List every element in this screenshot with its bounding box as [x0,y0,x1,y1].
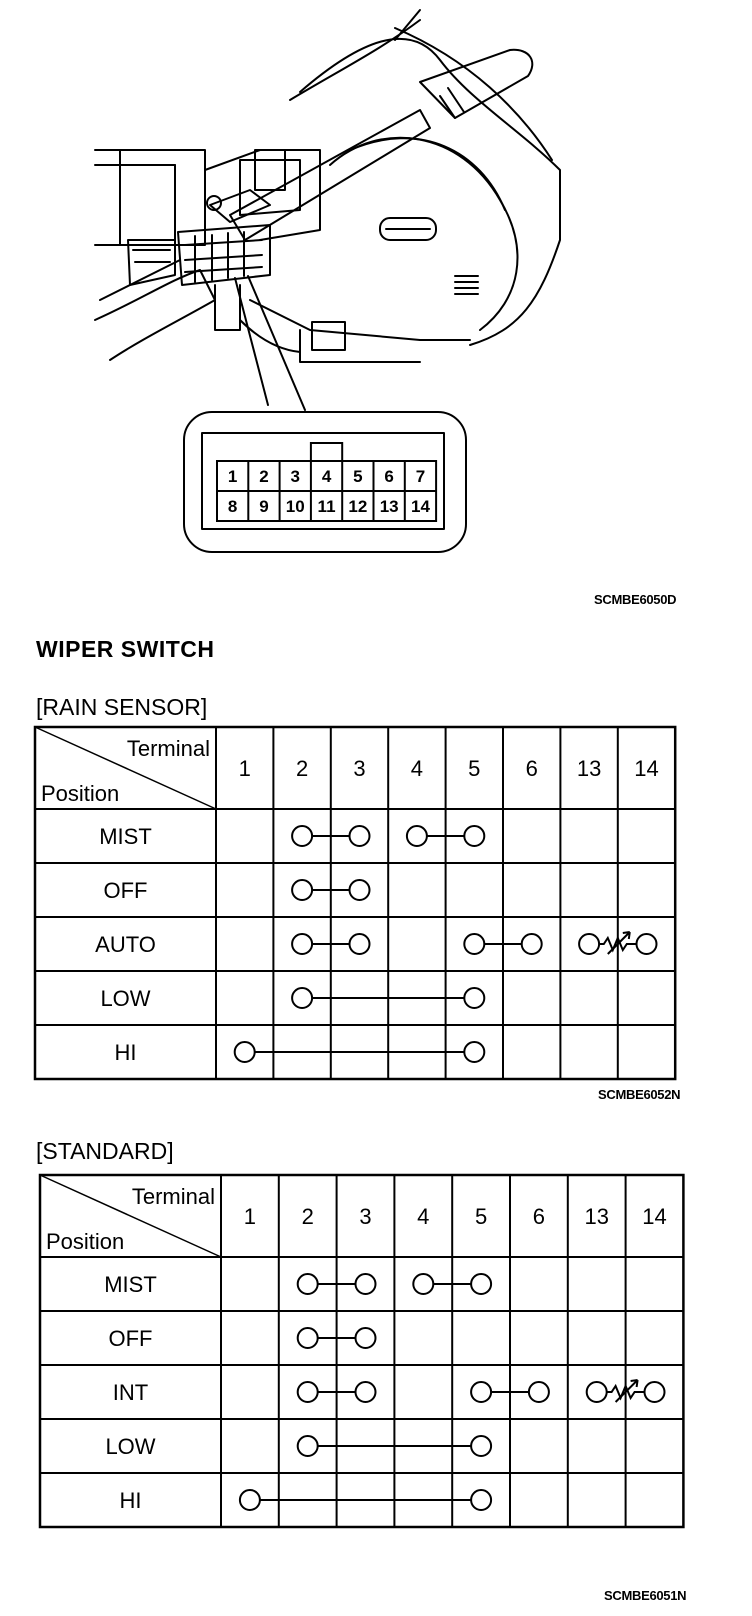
section-title: WIPER SWITCH [36,636,215,662]
connector-pin-label: 6 [384,467,394,486]
terminal-header-13: 13 [576,756,602,781]
terminal-dot [645,1382,665,1402]
terminal-header-3: 3 [353,756,366,781]
position-label-auto: AUTO [95,932,156,957]
terminal-dot [529,1382,549,1402]
figure-code-standard: SCMBE6051N [604,1588,687,1603]
connector-pin-label: 12 [348,497,368,516]
connector-pin-label: 1 [227,467,238,486]
connector-pin-label: 2 [259,467,269,486]
terminal-header-5: 5 [468,756,481,781]
terminal-dot [587,1382,607,1402]
rain-sensor-caption: [RAIN SENSOR] [36,694,208,720]
terminal-dot [471,1490,491,1510]
connector-pin-label: 7 [415,467,426,486]
position-label-mist: MIST [99,824,152,849]
terminal-dot [471,1436,491,1456]
figure-code-connector: SCMBE6050D [594,592,677,607]
terminal-header-2: 2 [295,756,309,781]
terminal-header-14: 14 [634,756,659,781]
terminal-header-2: 2 [301,1204,314,1229]
standard-caption: [STANDARD] [36,1138,174,1164]
terminal-dot [356,1382,376,1402]
position-label-hi: HI [119,1488,142,1513]
terminal-header-14: 14 [642,1204,667,1229]
figure-code-rain-sensor: SCMBE6052N [598,1087,681,1102]
terminal-dot [298,1436,318,1456]
terminal-dot [298,1274,318,1294]
terminal-header-1: 1 [243,1204,257,1229]
terminal-dot [413,1274,433,1294]
terminal-dot [298,1382,318,1402]
connector-pin-label: 4 [321,467,332,486]
terminal-header-6: 6 [525,756,538,781]
connector-pin-label: 13 [379,497,399,516]
position-label-mist: MIST [104,1272,157,1297]
connector-pin-label: 8 [227,497,238,516]
terminal-dot [356,1274,376,1294]
terminal-header-3: 3 [359,1204,372,1229]
terminal-dot [471,1274,491,1294]
terminal-dot [471,1382,491,1402]
header-terminal-label: Terminal [126,736,210,761]
connector-pin-label: 3 [290,467,300,486]
position-label-low: LOW [105,1434,156,1459]
terminal-header-4: 4 [410,756,424,781]
connector-pin-label: 11 [317,497,336,516]
header-terminal-label: Terminal [131,1184,215,1209]
terminal-dot [356,1328,376,1348]
position-label-int: INT [112,1380,149,1405]
connector-pin-label: 14 [410,497,430,516]
connector-pin-label: 9 [259,497,269,516]
terminal-dot [240,1490,260,1510]
position-label-hi: HI [114,1040,137,1065]
terminal-dot [298,1328,318,1348]
position-label-off: OFF [103,878,148,903]
terminal-header-4: 4 [417,1204,430,1229]
header-position-label: Position [41,781,120,806]
position-label-low: LOW [100,986,151,1011]
terminal-header-13: 13 [584,1204,609,1229]
position-label-off: OFF [108,1326,153,1351]
terminal-header-1: 1 [238,756,251,781]
terminal-header-5: 5 [474,1204,488,1229]
connector-pin-label: 10 [285,497,305,516]
connector-pin-label: 5 [353,467,363,486]
header-position-label: Position [46,1229,125,1254]
terminal-header-6: 6 [532,1204,546,1229]
